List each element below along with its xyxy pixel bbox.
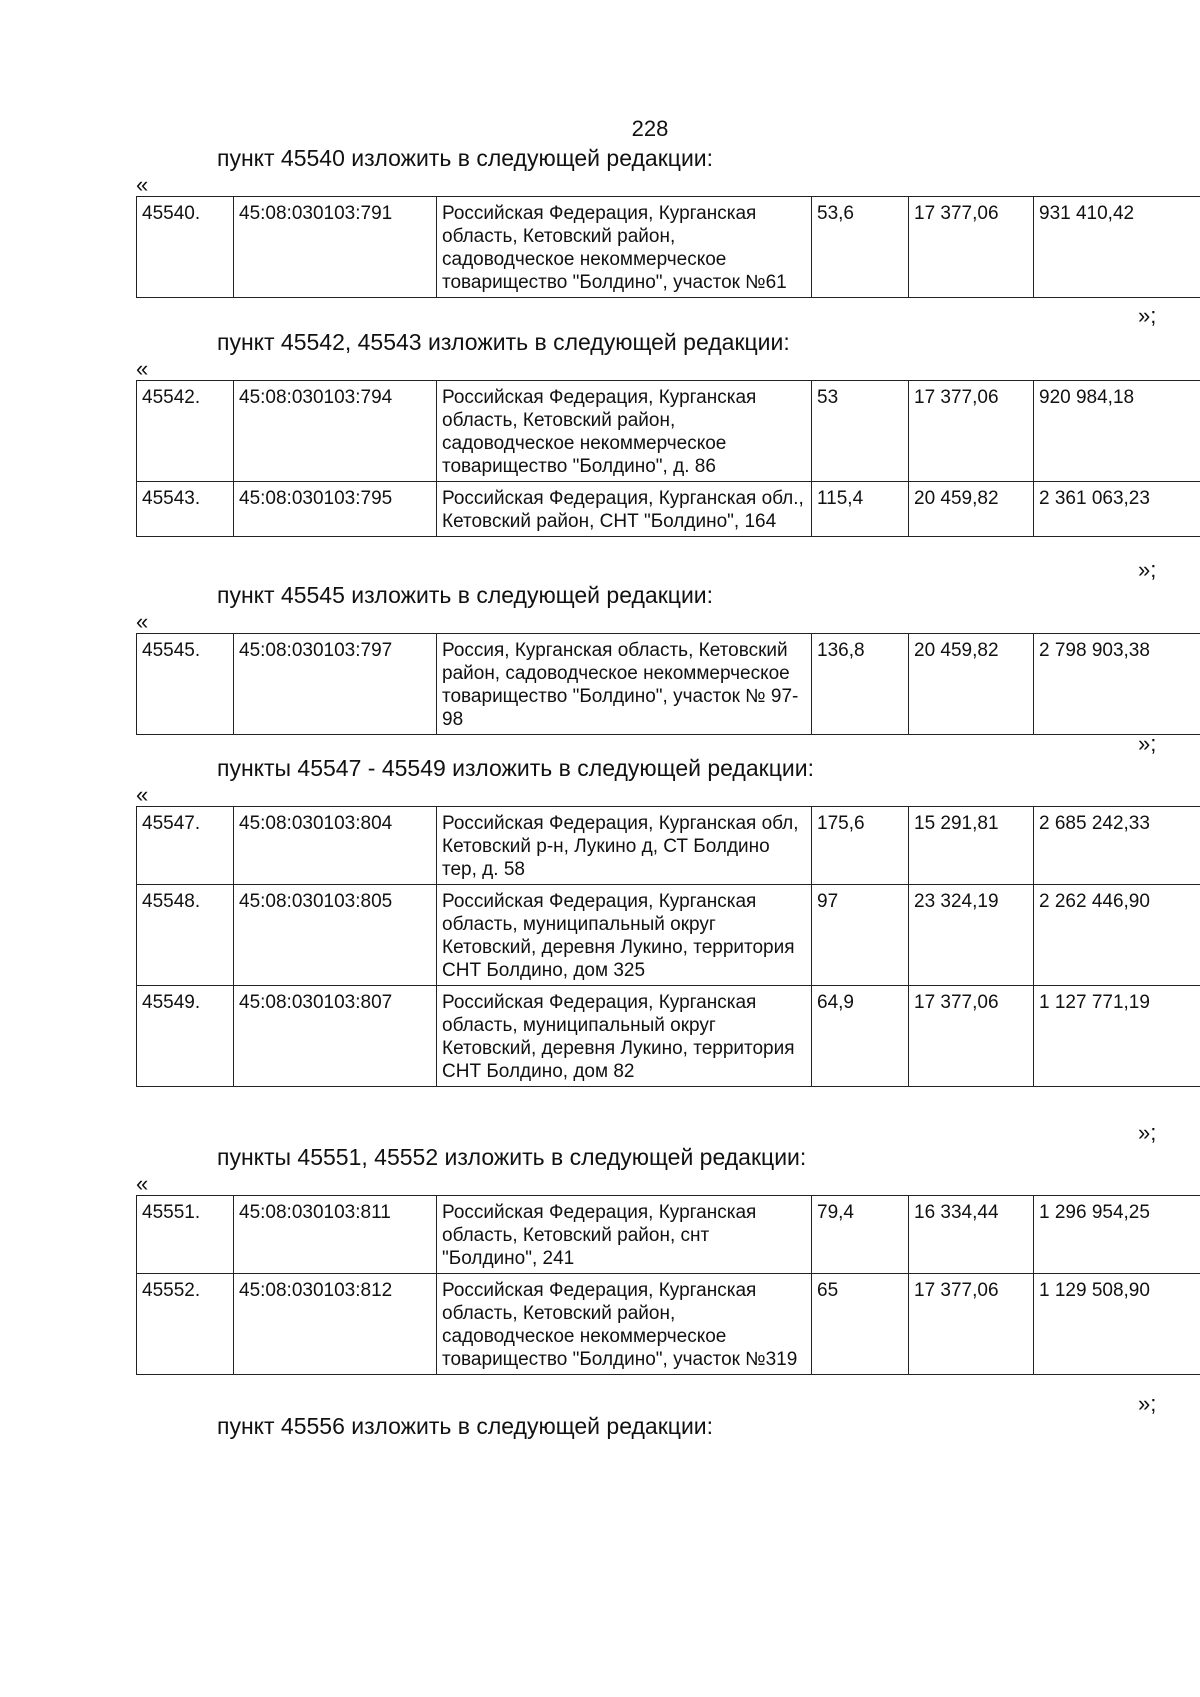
address: Российская Федерация, Курганская область, Кетовский район, садоводческое некоммерческое товарищество "Болдино", участок №61 (437, 197, 812, 298)
specific-value: 17 377,06 (909, 1274, 1034, 1375)
section-instruction: пункты 45547 - 45549 изложить в следующей редакции: (217, 755, 814, 781)
row-number: 45542. (137, 381, 234, 482)
address: Российская Федерация, Курганская область, муниципальный округ Кетовский, деревня Лукино, территория СНТ Болдино, дом 82 (437, 986, 812, 1087)
area: 65 (812, 1274, 909, 1375)
cadastral-value: 1 296 954,25 (1034, 1196, 1200, 1274)
entries-table (136, 196, 1200, 298)
section-45545 (136, 580, 1150, 735)
area: 53 (812, 381, 909, 482)
section-45551-45552 (136, 1142, 1150, 1375)
close-quote: »; (1138, 1391, 1157, 1416)
table-row (137, 381, 1200, 482)
entries-table (136, 380, 1200, 537)
row-number: 45551. (137, 1196, 234, 1274)
open-quote: « (136, 1171, 149, 1196)
table-row (137, 986, 1200, 1087)
row-number: 45547. (137, 807, 234, 885)
area: 64,9 (812, 986, 909, 1087)
open-quote: « (136, 782, 149, 807)
cadastral-value: 1 127 771,19 (1034, 986, 1200, 1087)
address: Российская Федерация, Курганская область, Кетовский район, садоводческое некоммерческое товарищество "Болдино", участок №319 (437, 1274, 812, 1375)
area: 136,8 (812, 634, 909, 735)
section-45540 (136, 143, 1136, 298)
section-instruction: пункт 45540 изложить в следующей редакции: (217, 145, 714, 171)
specific-value: 16 334,44 (909, 1196, 1034, 1274)
cadastral-value: 2 798 903,38 (1034, 634, 1200, 735)
entries-table (136, 806, 1200, 1087)
area: 53,6 (812, 197, 909, 298)
close-quote: »; (1138, 557, 1157, 582)
cadastral-value: 2 685 242,33 (1034, 807, 1200, 885)
specific-value: 23 324,19 (909, 885, 1034, 986)
cadastral-value: 920 984,18 (1034, 381, 1200, 482)
area: 115,4 (812, 482, 909, 537)
cadastral-number: 45:08:030103:807 (234, 986, 437, 1087)
close-quote: »; (1138, 303, 1157, 328)
address: Российская Федерация, Курганская обл, Кетовский р-н, Лукино д, СТ Болдино тер, д. 58 (437, 807, 812, 885)
row-number: 45540. (137, 197, 234, 298)
table-row (137, 634, 1200, 735)
specific-value: 17 377,06 (909, 381, 1034, 482)
row-number: 45552. (137, 1274, 234, 1375)
section-45542-45543 (136, 327, 1150, 537)
address: Российская Федерация, Курганская область, Кетовский район, снт "Болдино", 241 (437, 1196, 812, 1274)
address: Российская Федерация, Курганская область, муниципальный округ Кетовский, деревня Лукино, территория СНТ Болдино, дом 325 (437, 885, 812, 986)
cadastral-number: 45:08:030103:794 (234, 381, 437, 482)
section-instruction: пункт 45545 изложить в следующей редакции: (217, 582, 714, 608)
section-45556 (136, 1411, 1136, 1441)
table-row (137, 1274, 1200, 1375)
table-row (137, 1196, 1200, 1274)
cadastral-number: 45:08:030103:805 (234, 885, 437, 986)
section-instruction: пункты 45551, 45552 изложить в следующей редакции: (217, 1144, 807, 1170)
specific-value: 17 377,06 (909, 986, 1034, 1087)
address: Россия, Курганская область, Кетовский район, садоводческое некоммерческое товарищество "Болдино", участок № 97-98 (437, 634, 812, 735)
cadastral-number: 45:08:030103:812 (234, 1274, 437, 1375)
cadastral-number: 45:08:030103:791 (234, 197, 437, 298)
table-row (137, 197, 1200, 298)
row-number: 45545. (137, 634, 234, 735)
specific-value: 15 291,81 (909, 807, 1034, 885)
page-number: 228 (631, 116, 669, 141)
specific-value: 20 459,82 (909, 482, 1034, 537)
cadastral-value: 2 262 446,90 (1034, 885, 1200, 986)
cadastral-number: 45:08:030103:811 (234, 1196, 437, 1274)
area: 97 (812, 885, 909, 986)
area: 175,6 (812, 807, 909, 885)
row-number: 45543. (137, 482, 234, 537)
entries-table (136, 633, 1200, 735)
address: Российская Федерация, Курганская обл., Кетовский район, СНТ "Болдино", 164 (437, 482, 812, 537)
table-row (137, 482, 1200, 537)
cadastral-number: 45:08:030103:797 (234, 634, 437, 735)
address: Российская Федерация, Курганская область, Кетовский район, садоводческое некоммерческое товарищество "Болдино", д. 86 (437, 381, 812, 482)
table-row (137, 807, 1200, 885)
cadastral-number: 45:08:030103:795 (234, 482, 437, 537)
row-number: 45549. (137, 986, 234, 1087)
section-instruction: пункт 45542, 45543 изложить в следующей редакции: (217, 329, 790, 355)
entries-table (136, 1195, 1200, 1375)
cadastral-value: 931 410,42 (1034, 197, 1200, 298)
section-45547-45549 (136, 753, 1150, 1087)
table-row (137, 885, 1200, 986)
cadastral-number: 45:08:030103:804 (234, 807, 437, 885)
open-quote: « (136, 172, 149, 197)
section-instruction: пункт 45556 изложить в следующей редакции: (217, 1413, 714, 1439)
open-quote: « (136, 609, 149, 634)
close-quote: »; (1138, 731, 1157, 756)
row-number: 45548. (137, 885, 234, 986)
specific-value: 17 377,06 (909, 197, 1034, 298)
area: 79,4 (812, 1196, 909, 1274)
open-quote: « (136, 356, 149, 381)
close-quote: »; (1138, 1120, 1157, 1145)
cadastral-value: 2 361 063,23 (1034, 482, 1200, 537)
cadastral-value: 1 129 508,90 (1034, 1274, 1200, 1375)
specific-value: 20 459,82 (909, 634, 1034, 735)
